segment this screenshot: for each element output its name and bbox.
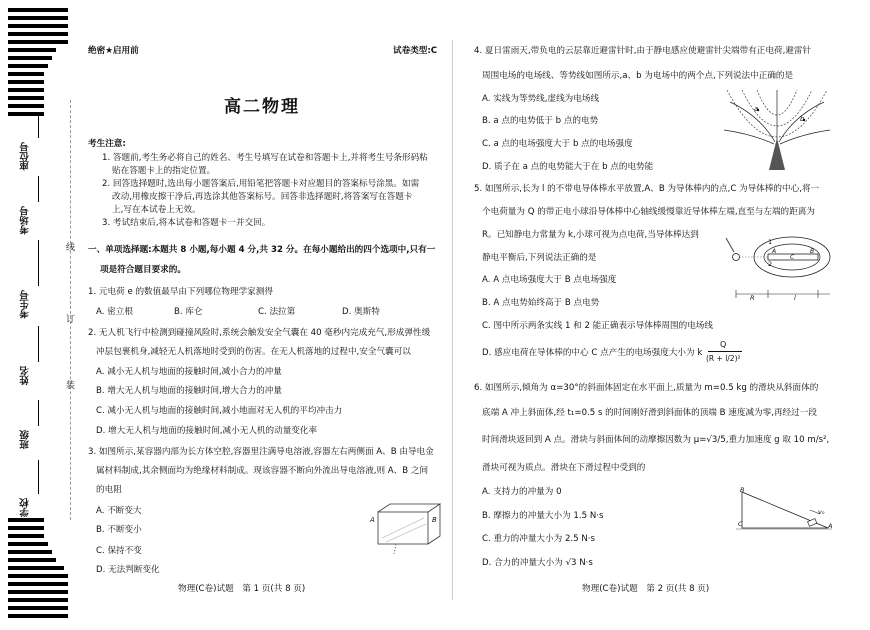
- strip-bar: [8, 88, 44, 92]
- strip-bar: [8, 64, 48, 68]
- seat-number-line[interactable]: [38, 112, 39, 138]
- q6-stem: 底端 A 冲上斜面体,经 t₁=0.5 s 的时间刚好滑到斜面体的顶端 B 速度减为零,再经过一段: [482, 408, 817, 418]
- strip-bar: [8, 24, 68, 28]
- q4-fig-label-b: b: [800, 115, 805, 123]
- strip-bar: [8, 558, 56, 562]
- strip-bar: [8, 550, 52, 554]
- q5-stem: 个电荷量为 Q 的带正电小球沿导体棒中心轴线缓慢靠近导体棒左端,直至与左端的距离为: [482, 207, 815, 217]
- binding-char-pack: 装: [66, 381, 76, 391]
- q4-option-b: B. a 点的电势低于 b 点的电势: [482, 116, 599, 126]
- room-number-line[interactable]: [38, 176, 39, 202]
- paper-type: 试卷类型:C: [393, 46, 438, 56]
- strip-bar: [8, 8, 68, 12]
- q6-stem: 时间滑块返回到 A 点。滑块与斜面体间的动摩擦因数为 μ=√3/5,重力加速度 g 取 10 m/s²,: [482, 435, 830, 445]
- school-label: 学校: [20, 498, 31, 517]
- q1-option-c: C. 法拉第: [258, 307, 296, 317]
- q5-fig-label-r: R: [750, 294, 755, 302]
- q2-option-d: D. 增大无人机与地面的接触时间,减小无人机的动量变化率: [96, 426, 318, 436]
- q5-option-a: A. A 点电场强度大于 B 点电场强度: [482, 275, 617, 285]
- q5-fig-label-a: A: [772, 248, 777, 255]
- strip-bar: [8, 574, 68, 578]
- q3-stem: 3. 如图所示,某容器内部为长方体空腔,容器里注满导电溶液,容器左右两侧面 A、B 由导电金: [88, 447, 434, 457]
- exam-number-label: 考生号: [20, 290, 31, 319]
- q3-option-d: D. 无法判断变化: [96, 565, 160, 575]
- footer-right: 物理(C卷)试题 第 2 页(共 8 页): [582, 584, 710, 594]
- q5-option-d: D. 感应电荷在导体棒的中心 C 点产生的电场强度大小为 k: [482, 348, 703, 358]
- strip-bar: [8, 48, 56, 52]
- seat-number-label: 座位号: [20, 142, 31, 171]
- q5-option-c: C. 图中所示两条实线 1 和 2 能正确表示导体棒周围的电场线: [482, 321, 713, 331]
- q5-fraction-bar: [708, 351, 742, 352]
- q3-option-c: C. 保持不变: [96, 546, 142, 556]
- section-heading-cont: 项是符合题目要求的。: [100, 265, 186, 275]
- q4-stem: 4. 夏日雷雨天,带负电的云层靠近避雷针时,由于静电感应使避雷针尖端带有正电荷,避雷针: [474, 46, 812, 56]
- q6-option-b: B. 摩擦力的冲量大小为 1.5 N·s: [482, 511, 604, 521]
- q6-fig-label-c: C: [738, 520, 743, 528]
- note-line: 1. 答题前,考生务必将自己的姓名、考生号填写在试卷和答题卡上,并将考生号条形码粘: [102, 153, 428, 163]
- strip-bar: [8, 16, 68, 20]
- q5-fig-label-b: B: [810, 248, 815, 255]
- strip-bar: [8, 526, 44, 530]
- note-line: 改动,用橡皮擦干净后,再选涂其他答案标号。回答非选择题时,将答案写在答题卡: [112, 192, 413, 202]
- q5-option-b: B. A 点电势始终高于 B 点电势: [482, 298, 600, 308]
- binding-dash-line: [70, 100, 71, 520]
- class-label: 班级: [20, 430, 31, 449]
- q6-stem: 6. 如图所示,倾角为 α=30°的斜面体固定在水平面上,质量为 m=0.5 kg 的滑块从斜面体的: [474, 383, 819, 393]
- notes-heading: 考生注意:: [88, 139, 126, 149]
- school-line[interactable]: [38, 460, 39, 494]
- q1-option-d: D. 奥斯特: [342, 307, 380, 317]
- note-line: 贴在答题卡上的指定位置。: [112, 166, 216, 176]
- q3-stem: 属材料制成,其余侧面均为绝缘材料制成。现该容器不断向外流出导电溶液,则 A、B 之间: [96, 466, 429, 476]
- q2-option-a: A. 减小无人机与地面的接触时间,减小合力的冲量: [96, 367, 282, 377]
- strip-bar: [8, 40, 68, 44]
- strip-bar: [8, 582, 68, 586]
- strip-bar: [8, 534, 44, 538]
- q3-fig-label-b: B: [432, 516, 437, 524]
- q5-fig-label-c: C: [790, 254, 795, 261]
- q5-stem: 静电平衡后,下列说法正确的是: [482, 253, 597, 263]
- strip-bar: [8, 32, 68, 36]
- exam-number-line[interactable]: [38, 240, 39, 286]
- class-line[interactable]: [38, 400, 39, 426]
- q4-fig-label-a: a: [754, 105, 759, 113]
- q4-option-a: A. 实线为等势线,虚线为电场线: [482, 94, 600, 104]
- strip-bar: [8, 566, 64, 570]
- q5-optd-denominator: (R + l/2)²: [706, 354, 741, 363]
- page-divider: [452, 40, 453, 600]
- q3-container-figure: [368, 498, 440, 558]
- q1-stem: 1. 元电荷 e 的数值最早由下列哪位物理学家测得: [88, 287, 273, 297]
- q2-stem: 2. 无人机飞行中检测到碰撞风险时,系统会触发安全气囊在 40 毫秒内完成充气,形成弹性缓: [88, 328, 431, 338]
- strip-bar: [8, 96, 44, 100]
- q1-option-b: B. 库仑: [174, 307, 203, 317]
- q5-fig-label-2: 2: [768, 260, 773, 268]
- q4-option-d: D. 质子在 a 点的电势能大于在 b 点的电势能: [482, 162, 654, 172]
- q3-stem: 的电阻: [96, 485, 122, 495]
- strip-bar: [8, 542, 48, 546]
- q4-stem: 周围电场的电场线、等势线如图所示,a、b 为电场中的两个点,下列说法中正确的是: [482, 71, 794, 81]
- name-line[interactable]: [38, 326, 39, 362]
- q6-fig-label-b: B: [740, 486, 745, 494]
- strip-bar: [8, 614, 68, 618]
- strip-bar: [8, 56, 52, 60]
- strip-bar: [8, 518, 44, 522]
- footer-left: 物理(C卷)试题 第 1 页(共 8 页): [178, 584, 306, 594]
- q3-option-b: B. 不断变小: [96, 525, 142, 535]
- q4-field-figure: [722, 86, 832, 172]
- strip-bar: [8, 72, 44, 76]
- q1-option-a: A. 密立根: [96, 307, 133, 317]
- q5-rod-figure: [722, 228, 838, 306]
- q5-optd-numerator: Q: [720, 340, 727, 349]
- q6-option-d: D. 合力的冲量大小为 √3 N·s: [482, 558, 593, 568]
- secret-label: 绝密★启用前: [88, 46, 139, 56]
- q5-fig-label-l: l: [794, 294, 796, 302]
- section-heading: 一、单项选择题:本题共 8 小题,每小题 4 分,共 32 分。在每小题给出的四个选项中,只有一: [88, 245, 436, 255]
- q6-stem: 滑块可视为质点。滑块在下滑过程中受到的: [482, 463, 646, 473]
- q6-fig-label-v0: v₀: [818, 508, 825, 516]
- room-number-label: 考场号: [20, 206, 31, 235]
- q5-stem: 5. 如图所示,长为 l 的不带电导体棒水平放置,A、B 为导体棒内的点,C 为导体棒的中心,将一: [474, 184, 820, 194]
- q3-option-a: A. 不断变大: [96, 506, 142, 516]
- note-line: 3. 考试结束后,将本试卷和答题卡一并交回。: [102, 218, 271, 228]
- binding-char-order: 订: [66, 315, 76, 325]
- q5-fig-label-1: 1: [768, 238, 773, 246]
- strip-bar: [8, 606, 68, 610]
- q2-stem: 冲层包裹机身,减轻无人机落地时受到的伤害。在无人机落地的过程中,安全气囊可以: [96, 347, 411, 357]
- strip-bar: [8, 598, 68, 602]
- q5-stem: R。已知静电力常量为 k,小球可视为点电荷,当导体棒达到: [482, 230, 699, 240]
- strip-bar: [8, 590, 68, 594]
- note-line: 上,写在本试卷上无效。: [112, 205, 201, 215]
- q3-fig-label-a: A: [370, 516, 375, 524]
- q4-option-c: C. a 点的电场强度大于 b 点的电场强度: [482, 139, 633, 149]
- page-title: 高二物理: [224, 97, 300, 117]
- name-label: 姓名: [20, 366, 31, 385]
- q2-option-b: B. 增大无人机与地面的接触时间,增大合力的冲量: [96, 386, 282, 396]
- binding-char-line: 线: [66, 243, 76, 253]
- q6-option-c: C. 重力的冲量大小为 2.5 N·s: [482, 534, 595, 544]
- strip-bar: [8, 80, 44, 84]
- strip-bar: [8, 104, 44, 108]
- q6-fig-label-a: A: [828, 522, 833, 530]
- note-line: 2. 回答选择题时,选出每小题答案后,用铅笔把答题卡对应题目的答案标号涂黑。如需: [102, 179, 420, 189]
- q6-option-a: A. 支持力的冲量为 0: [482, 487, 562, 497]
- q2-option-c: C. 减小无人机与地面的接触时间,减小地面对无人机的平均冲击力: [96, 406, 343, 416]
